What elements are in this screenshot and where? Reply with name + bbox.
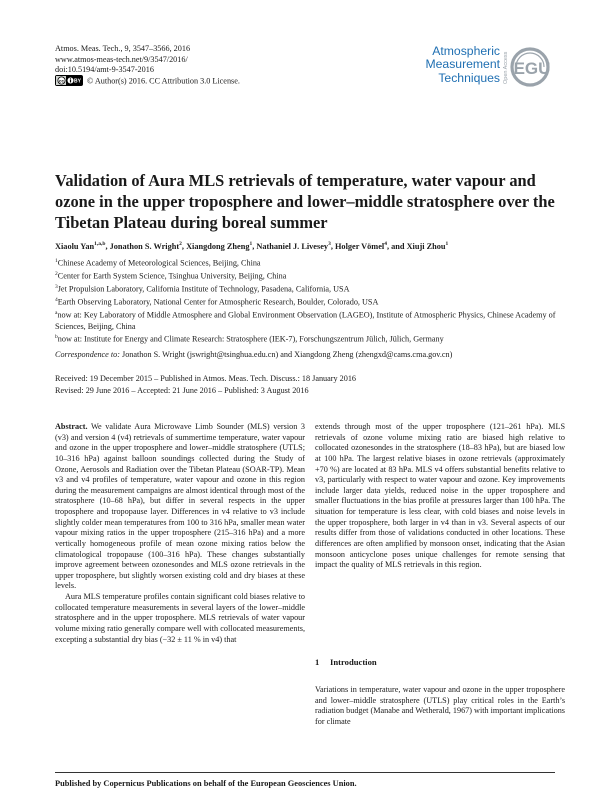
- correspondence-text[interactable]: Jonathon S. Wright (jswright@tsinghua.edu.cn) and Xiangdong Zheng (zhengxd@cams.cma.gov.cn): [122, 350, 453, 359]
- citation: Atmos. Meas. Tech., 9, 3547–3566, 2016: [55, 44, 191, 53]
- doi[interactable]: doi:10.5194/amt-9-3547-2016: [55, 65, 154, 75]
- publisher-footer: Published by Copernicus Publications on behalf of the European Geosciences Union.: [55, 779, 357, 788]
- affiliation: $^2$Center for Earth System Science, Tsinghua University, Beijing, China: [55, 271, 287, 281]
- abstract-label: Abstract.: [55, 422, 88, 431]
- correspondence-label: Correspondence to:: [55, 350, 120, 359]
- open-access-text: Open Access: [503, 51, 509, 84]
- journal-name-line3: Techniques: [438, 70, 500, 85]
- correspondence: [55, 350, 565, 359]
- abstract-paragraph-1: [55, 422, 305, 592]
- author: Jonathon S. Wright$^2$: [109, 241, 182, 251]
- section-heading: [315, 657, 377, 667]
- abstract-column-left: [55, 422, 305, 645]
- license-line: [55, 76, 240, 87]
- cc-by-icon: [55, 75, 83, 86]
- license-text: © Author(s) 2016. CC Attribution 3.0 License.: [87, 76, 240, 86]
- section-title: Introduction: [330, 657, 377, 667]
- abstract-text: We validate Aura Microwave Limb Sounder (MLS) version 3 (v3) and version 4 (v4) retrievals of summertime temperature, water vapour and ozone in the upper troposphere and lower–middle stratosphere (UTLS; 10–316 hPa) against balloon soundings collected during the Study of Ozone, Aerosols and Radiation over the Tibetan Plateau (SOAR-TP). Mean v3 and v4 profiles of temperature, water vapour and ozone in this region during the measurement campaigns are almost identical through most of the stratosphere (10–68 hPa), but differ in several respects in the upper troposphere and tropopause layer. Differences in v4 relative to v3 include slightly colder mean temperatures from 100 to 316 hPa, smaller mean water vapour mixing ratios in the upper troposphere (215–316 hPa) and a more vertically homogeneous profile of mean ozone mixing ratios below the climatological tropopause (100–316 hPa). These changes substantially improve agreement between ozonesondes and MLS ozone retrievals in the upper troposphere, but slightly worsen existing cold and dry biases at these levels.: [55, 422, 305, 591]
- abstract-text: extends through most of the upper troposphere (121–261 hPa). MLS retrievals of ozone volume mixing ratio are biased high relative to collocated ozonesondes in the stratosphere (18–83 hPa), but are biased low at 100 hPa. The largest relative biases in ozone retrievals (approximately +70 %) are located at 83 hPa. MLS v4 offers substantial benefits relative to v3, particularly with respect to water vapour and ozone. Key improvements include larger data yields, reduced noise in the upper troposphere and smaller fluctuations in the bias profile at pressures larger than 100 hPa. The situation for temperature is less clear, with cold biases and noise levels in the upper troposphere, both larger in v4 than in v3. Several aspects of our results differ from those of validations conducted in other locations. These differences are often amplified by monsoon onset, indicating that the Asian monsoon anticyclone poses unique challenges for remote sensing that impact the quality of MLS retrievals in this region.: [315, 422, 565, 570]
- abstract-paragraph-2: [55, 592, 305, 645]
- affiliation: $^1$Chinese Academy of Meteorological Sciences, Beijing, China: [55, 258, 261, 268]
- affiliation-list: [55, 256, 565, 345]
- article-title: Validation of Aura MLS retrievals of temperature, water vapour and ozone in the upper troposphere and lower–middle stratosphere over the Tibetan Plateau during boreal summer: [55, 171, 555, 232]
- dates-line1: Received: 19 December 2015 – Published in Atmos. Meas. Tech. Discuss.: 18 January 2016: [55, 374, 357, 383]
- open-access-label: [500, 44, 509, 86]
- svg-text:cc: cc: [59, 78, 64, 84]
- egu-logo-text: EGU: [513, 59, 551, 78]
- abstract-paragraph-2-cont: [315, 422, 565, 571]
- author: Xiaolu Yan$^{1,a,b}$: [55, 241, 106, 251]
- abstract-column-right: [315, 422, 565, 571]
- egu-logo: [510, 46, 558, 88]
- article-header: [55, 44, 240, 87]
- svg-text:BY: BY: [74, 78, 81, 85]
- journal-name-line1: Atmospheric: [432, 44, 500, 58]
- affiliation: $^a$now at: Key Laboratory of Middle Atmosphere and Global Environment Observation (LAGEO), Institute of Atmospheric Physics, Chinese Academy of Sciences, Beijing, China: [55, 310, 556, 332]
- abstract-text: Aura MLS temperature profiles contain significant cold biases relative to collocated temperature measurements in several layers of the lower–middle stratosphere and in the upper troposphere. MLS retrievals of water vapour volume mixing ratio generally compare well with collocated measurements, excepting a substantial dry bias (−32 ± 11 % in v4) that: [55, 592, 305, 644]
- author: Nathaniel J. Livesey$^3$: [256, 241, 331, 251]
- journal-name: [396, 45, 500, 85]
- publication-dates: [55, 373, 565, 396]
- author: Xiangdong Zheng$^1$: [186, 241, 253, 251]
- affiliation: $^b$now at: Institute for Energy and Climate Research: Stratosphere (IEK-7), Forschungszentrum Jülich, Jülich, Germany: [55, 334, 444, 345]
- affiliation: $^4$Earth Observing Laboratory, National Center for Atmospheric Research, Boulder, Colorado, USA: [55, 297, 379, 307]
- dates-line2: Revised: 29 June 2016 – Accepted: 21 June 2016 – Published: 3 August 2016: [55, 385, 309, 395]
- author-list: Xiaolu Yan$^{1,a,b}$, Jonathon S. Wright$^2$, Xiangdong Zheng$^1$, Nathaniel J. Livesey$^3$, Holger Vömel$^4$, and Xiuji Zhou$^1$: [55, 241, 449, 251]
- journal-name-line2: Measurement: [425, 57, 500, 72]
- intro-text: Variations in temperature, water vapour and ozone in the upper troposphere and lower–middle stratosphere (UTLS) play critical roles in the Earth’s radiation budget (Manabe and Wetherald, 1967) with important implications for climate: [315, 685, 565, 726]
- section-number: 1: [315, 657, 320, 667]
- author: Holger Vömel$^4$: [334, 241, 387, 251]
- affiliation: $^3$Jet Propulsion Laboratory, California Institute of Technology, Pasadena, California, USA: [55, 284, 350, 294]
- author: Xiuji Zhou$^1$: [406, 241, 449, 251]
- article-url[interactable]: www.atmos-meas-tech.net/9/3547/2016/: [55, 54, 188, 64]
- footer-divider: [55, 772, 555, 773]
